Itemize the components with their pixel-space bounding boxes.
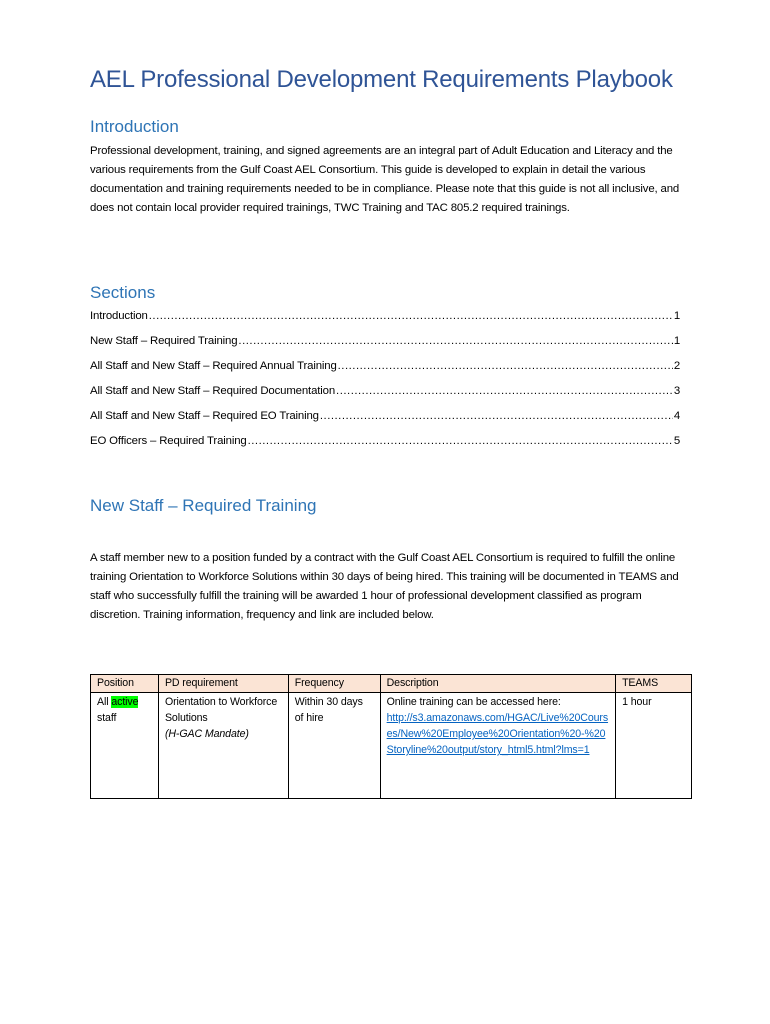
toc-leader-dots bbox=[336, 382, 673, 401]
toc-item-page: 5 bbox=[673, 435, 680, 447]
toc-item-eo-officers[interactable] bbox=[90, 432, 680, 457]
highlighted-text: active bbox=[111, 696, 139, 708]
pd-requirement-name: Orientation to Workforce Solutions bbox=[164, 696, 278, 724]
header-pd-requirement: PD requirement bbox=[158, 675, 288, 693]
toc-item-new-staff-training[interactable] bbox=[90, 332, 680, 357]
toc-leader-dots bbox=[248, 432, 673, 451]
position-prefix: All bbox=[97, 696, 112, 708]
header-teams: TEAMS bbox=[616, 675, 692, 693]
cell-pd-requirement bbox=[158, 693, 288, 799]
toc-item-page: 3 bbox=[673, 385, 680, 397]
header-frequency: Frequency bbox=[288, 675, 380, 693]
training-link[interactable]: http://s3.amazonaws.com/HGAC/Live%20Courses/New%20Employee%20Orientation%20-%20Storyline%20output/story_html5.html?lms=1 bbox=[386, 712, 609, 756]
cell-description bbox=[380, 693, 615, 799]
pd-requirement-note: (H-GAC Mandate) bbox=[164, 728, 249, 740]
toc-leader-dots bbox=[338, 357, 673, 376]
toc-item-page: 4 bbox=[673, 410, 680, 422]
table-of-contents bbox=[90, 307, 680, 457]
toc-leader-dots bbox=[320, 407, 673, 426]
toc-item-label: Introduction bbox=[90, 310, 148, 322]
new-staff-heading: New Staff – Required Training bbox=[90, 496, 317, 515]
toc-item-label: All Staff and New Staff – Required Annual Training bbox=[90, 360, 337, 372]
table-header-row bbox=[91, 675, 692, 693]
introduction-paragraph: Professional development, training, and signed agreements are an integral part of Adult Education and Literacy and the various requirements from the Gulf Coast AEL Consortium. This guide is developed to explain in detail the various documentation and training requirements needed to be in compliance. Please note that this guide is not all inclusive, and does not contain local provider required trainings, TWC Training and TAC 805.2 required trainings. bbox=[90, 145, 680, 214]
introduction-heading: Introduction bbox=[90, 117, 179, 136]
sections-heading: Sections bbox=[90, 283, 156, 302]
toc-item-label: EO Officers – Required Training bbox=[90, 435, 247, 447]
pd-requirements-table bbox=[90, 674, 692, 799]
toc-item-eo-training[interactable] bbox=[90, 407, 680, 432]
header-position: Position bbox=[91, 675, 159, 693]
toc-leader-dots bbox=[149, 307, 673, 326]
position-suffix: staff bbox=[97, 712, 117, 724]
toc-item-page: 2 bbox=[673, 360, 680, 372]
toc-item-introduction[interactable] bbox=[90, 307, 680, 332]
new-staff-paragraph: A staff member new to a position funded by a contract with the Gulf Coast AEL Consortium is required to fulfill the online training Orientation to Workforce Solutions within 30 days of being hired. This training will be documented in TEAMS and staff who successfully fulfill the training will be awarded 1 hour of professional development classified as program discretion. Training information, frequency and link are included below. bbox=[90, 552, 679, 621]
document-title: AEL Professional Development Requirements Playbook bbox=[90, 66, 673, 93]
toc-item-page: 1 bbox=[673, 335, 680, 347]
toc-item-label: All Staff and New Staff – Required EO Training bbox=[90, 410, 319, 422]
cell-position bbox=[91, 693, 159, 799]
toc-item-page: 1 bbox=[673, 310, 680, 322]
cell-teams: 1 hour bbox=[616, 693, 692, 799]
cell-frequency: Within 30 days of hire bbox=[288, 693, 380, 799]
header-description: Description bbox=[380, 675, 615, 693]
table-row bbox=[91, 693, 692, 799]
toc-item-label: All Staff and New Staff – Required Documentation bbox=[90, 385, 336, 397]
toc-leader-dots bbox=[238, 332, 672, 351]
toc-item-label: New Staff – Required Training bbox=[90, 335, 238, 347]
toc-item-documentation[interactable] bbox=[90, 382, 680, 407]
toc-item-annual-training[interactable] bbox=[90, 357, 680, 382]
description-text: Online training can be accessed here: bbox=[386, 696, 561, 708]
